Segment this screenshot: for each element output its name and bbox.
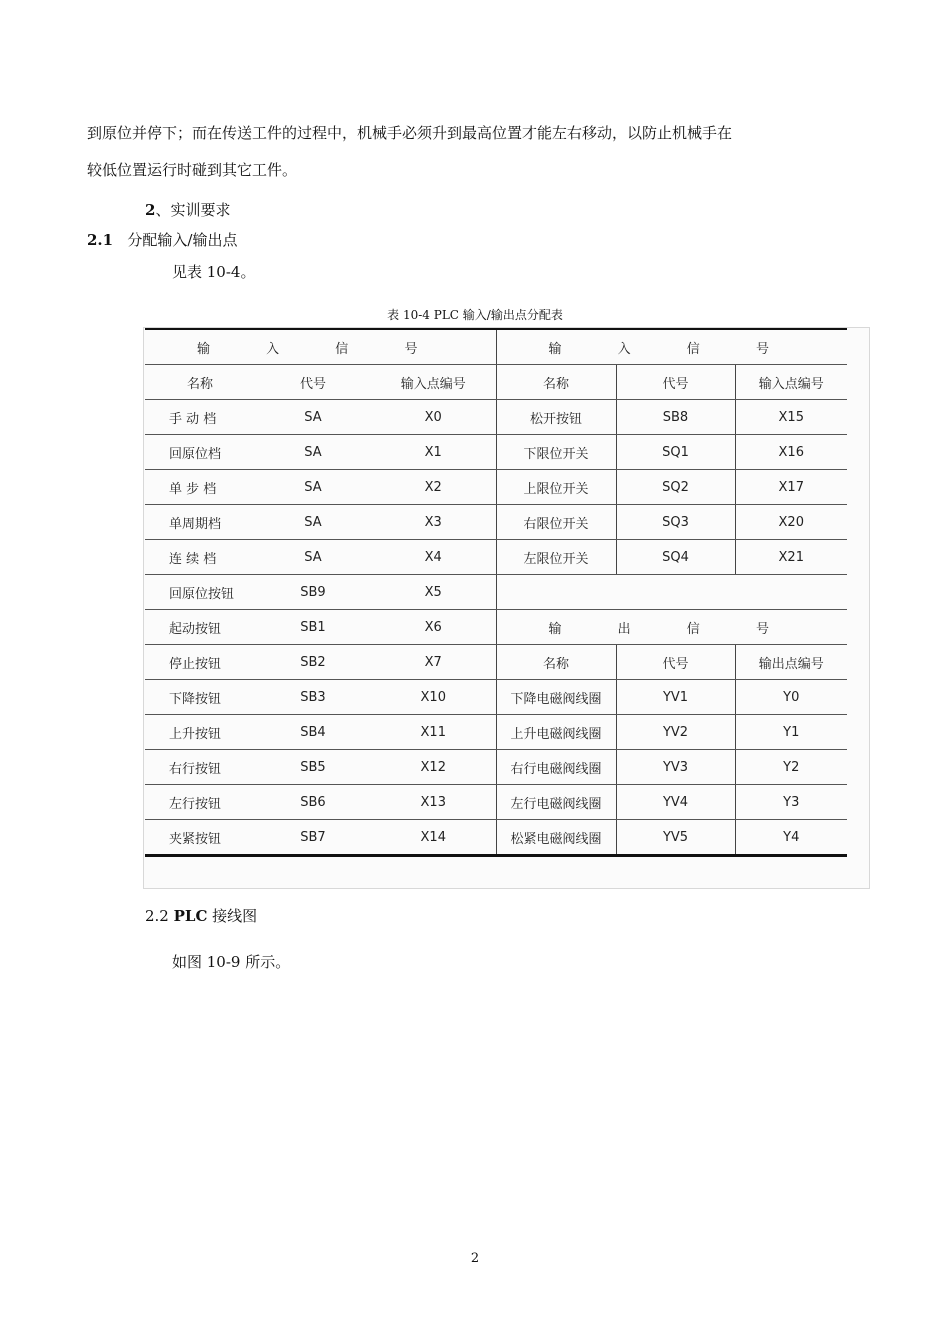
table-caption: 表 10-4 PLC 输入/输出点分配表: [387, 308, 563, 322]
section-2-1-heading: [87, 230, 237, 250]
table-header-row: [145, 365, 847, 400]
table-row: [145, 505, 847, 540]
header-input-no-right: 输入点编号: [735, 365, 847, 400]
header-code-right: 代号: [616, 365, 735, 400]
output-code-cell: YV2: [616, 715, 735, 750]
input-code-cell: SB1: [255, 610, 371, 645]
output-point-cell: Y3: [735, 785, 847, 820]
input-name-cell: 松开按钮: [496, 400, 616, 435]
output-point-cell: Y4: [735, 820, 847, 856]
output-title: [496, 610, 847, 645]
section-2-number: 2: [145, 201, 156, 219]
output-name-cell: 下降电磁阀线圈: [496, 680, 616, 715]
output-code-cell: YV5: [616, 820, 735, 856]
input-name-cell: 单 步 档: [145, 470, 255, 505]
input-point-cell: X7: [371, 645, 496, 680]
left-input-title: 输 入 信 号: [145, 329, 496, 365]
input-name-cell: 下降按钮: [145, 680, 255, 715]
output-header-name: 名称: [496, 645, 616, 680]
input-code-cell: SB6: [255, 785, 371, 820]
header-name-right: 名称: [496, 365, 616, 400]
input-name-cell: 停止按钮: [145, 645, 255, 680]
table-row: [145, 400, 847, 435]
io-table-image: [143, 327, 870, 889]
input-point-cell: X0: [371, 400, 496, 435]
section-2-2-number: 2.2: [145, 907, 169, 925]
input-code-cell: SQ2: [616, 470, 735, 505]
input-name-cell: 起动按钮: [145, 610, 255, 645]
input-code-cell: SB2: [255, 645, 371, 680]
input-name-cell: 上升按钮: [145, 715, 255, 750]
table-row: [145, 680, 847, 715]
table-row: [145, 645, 847, 680]
input-name-cell: 上限位开关: [496, 470, 616, 505]
input-point-cell: X20: [735, 505, 847, 540]
output-name-cell: 右行电磁阀线圈: [496, 750, 616, 785]
input-code-cell: SB4: [255, 715, 371, 750]
page-number: 2: [470, 1251, 480, 1266]
table-row: [145, 820, 847, 856]
input-point-cell: X14: [371, 820, 496, 856]
input-point-cell: X17: [735, 470, 847, 505]
table-title-row: [145, 329, 847, 365]
input-point-cell: X15: [735, 400, 847, 435]
section-2-1-title: 分配输入/输出点: [127, 231, 238, 249]
input-name-cell: 手 动 档: [145, 400, 255, 435]
input-point-cell: X4: [371, 540, 496, 575]
table-row: [145, 715, 847, 750]
input-code-cell: SA: [255, 540, 371, 575]
output-point-cell: Y0: [735, 680, 847, 715]
input-name-cell: 左行按钮: [145, 785, 255, 820]
output-name-cell: 松紧电磁阀线圈: [496, 820, 616, 856]
output-header-code: 代号: [616, 645, 735, 680]
section-2-1-number: 2.1: [87, 231, 114, 249]
input-code-cell: SQ4: [616, 540, 735, 575]
input-name-cell: 右限位开关: [496, 505, 616, 540]
table-row: [145, 610, 847, 645]
input-code-cell: SA: [255, 470, 371, 505]
header-name: 名称: [145, 365, 255, 400]
input-code-cell: SB5: [255, 750, 371, 785]
see-figure-text: 如图 10-9 所示。: [172, 953, 291, 971]
input-point-cell: X16: [735, 435, 847, 470]
see-table-text: 见表 10-4。: [172, 263, 256, 281]
input-name-cell: 单周期档: [145, 505, 255, 540]
header-code: 代号: [255, 365, 371, 400]
input-point-cell: X10: [371, 680, 496, 715]
io-assignment-table: [145, 328, 847, 857]
input-code-cell: SB9: [255, 575, 371, 610]
input-point-cell: X3: [371, 505, 496, 540]
output-code-cell: YV1: [616, 680, 735, 715]
output-code-cell: YV3: [616, 750, 735, 785]
output-point-cell: Y1: [735, 715, 847, 750]
section-2-title: 、实训要求: [155, 201, 231, 219]
output-name-cell: 上升电磁阀线圈: [496, 715, 616, 750]
table-row: [145, 540, 847, 575]
input-point-cell: X5: [371, 575, 496, 610]
input-code-cell: SB8: [616, 400, 735, 435]
input-code-cell: SA: [255, 435, 371, 470]
output-header-point: 输出点编号: [735, 645, 847, 680]
input-code-cell: SQ3: [616, 505, 735, 540]
input-point-cell: X13: [371, 785, 496, 820]
input-code-cell: SB3: [255, 680, 371, 715]
input-name-cell: 右行按钮: [145, 750, 255, 785]
input-name-cell: 夹紧按钮: [145, 820, 255, 856]
output-point-cell: Y2: [735, 750, 847, 785]
input-code-cell: SB7: [255, 820, 371, 856]
section-2-heading: [145, 200, 230, 220]
input-point-cell: X21: [735, 540, 847, 575]
paragraph-line-2: 较低位置运行时碰到其它工件。: [87, 161, 298, 179]
input-point-cell: X12: [371, 750, 496, 785]
input-name-cell: 回原位按钮: [145, 575, 255, 610]
paragraph-line-1: 到原位并停下；而在传送工件的过程中，机械手必须升到最高位置才能左右移动，以防止机械手在: [87, 124, 733, 142]
input-name-cell: 连 续 档: [145, 540, 255, 575]
table-row: [145, 470, 847, 505]
input-code-cell: SA: [255, 505, 371, 540]
section-2-2-title: 接线图: [207, 907, 258, 925]
output-name-cell: 左行电磁阀线圈: [496, 785, 616, 820]
table-row: [145, 435, 847, 470]
empty-cell: [496, 575, 847, 610]
section-2-2-heading: [145, 906, 257, 926]
section-2-2-plc: PLC: [173, 907, 208, 925]
input-point-cell: X2: [371, 470, 496, 505]
table-row: [145, 575, 847, 610]
table-row: [145, 785, 847, 820]
input-name-cell: 左限位开关: [496, 540, 616, 575]
input-point-cell: X11: [371, 715, 496, 750]
table-row: [145, 750, 847, 785]
input-point-cell: X6: [371, 610, 496, 645]
input-name-cell: 下限位开关: [496, 435, 616, 470]
header-input-no: 输入点编号: [371, 365, 496, 400]
input-point-cell: X1: [371, 435, 496, 470]
right-input-title: 输 入 信 号: [496, 329, 847, 365]
input-name-cell: 回原位档: [145, 435, 255, 470]
output-code-cell: YV4: [616, 785, 735, 820]
input-code-cell: SQ1: [616, 435, 735, 470]
output-title-text: 输 出 信 号: [548, 621, 795, 637]
input-code-cell: SA: [255, 400, 371, 435]
